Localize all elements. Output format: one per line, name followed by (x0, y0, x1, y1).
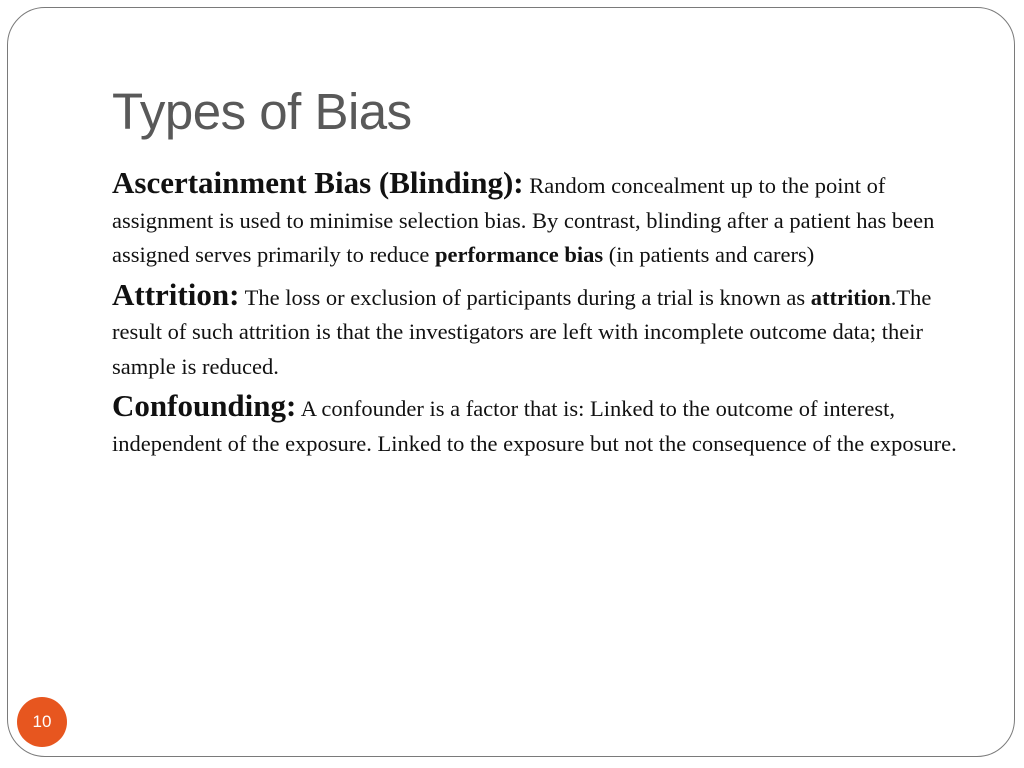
bold-attrition: attrition (810, 284, 891, 310)
term-attrition: Attrition: (112, 276, 240, 312)
term-ascertainment-bias: Ascertainment Bias (Blinding): (112, 165, 524, 200)
paragraph-attrition (112, 278, 972, 385)
text-attrition-a: The loss or exclusion of participants during a trial is known as (239, 284, 811, 310)
page-number-badge: 10 (17, 697, 67, 747)
term-confounding: Confounding: (112, 388, 297, 423)
bold-performance-bias: performance bias (435, 242, 604, 267)
text-confounding-a: A confounder is a factor that is: Linked to the outcome of interest, independent of the exposure. Linked to the exposure but not the consequence of the exposure. (112, 396, 957, 456)
text-ascertainment-b: (in patients and carers) (603, 242, 815, 267)
paragraph-ascertainment-bias (112, 166, 972, 273)
text-attrition-b: .The result of such attrition is that the investigators are left with incomplete outcome data; their sample is reduced. (112, 284, 932, 379)
slide-title: Types of Bias (112, 83, 412, 140)
paragraph-confounding (112, 389, 972, 461)
text-ascertainment-a: Random concealment up to the point of assignment is used to minimise selection bias. By contrast, blinding after a patient has been assigned serves primarily to reduce (112, 173, 935, 267)
slide-body (112, 166, 972, 466)
